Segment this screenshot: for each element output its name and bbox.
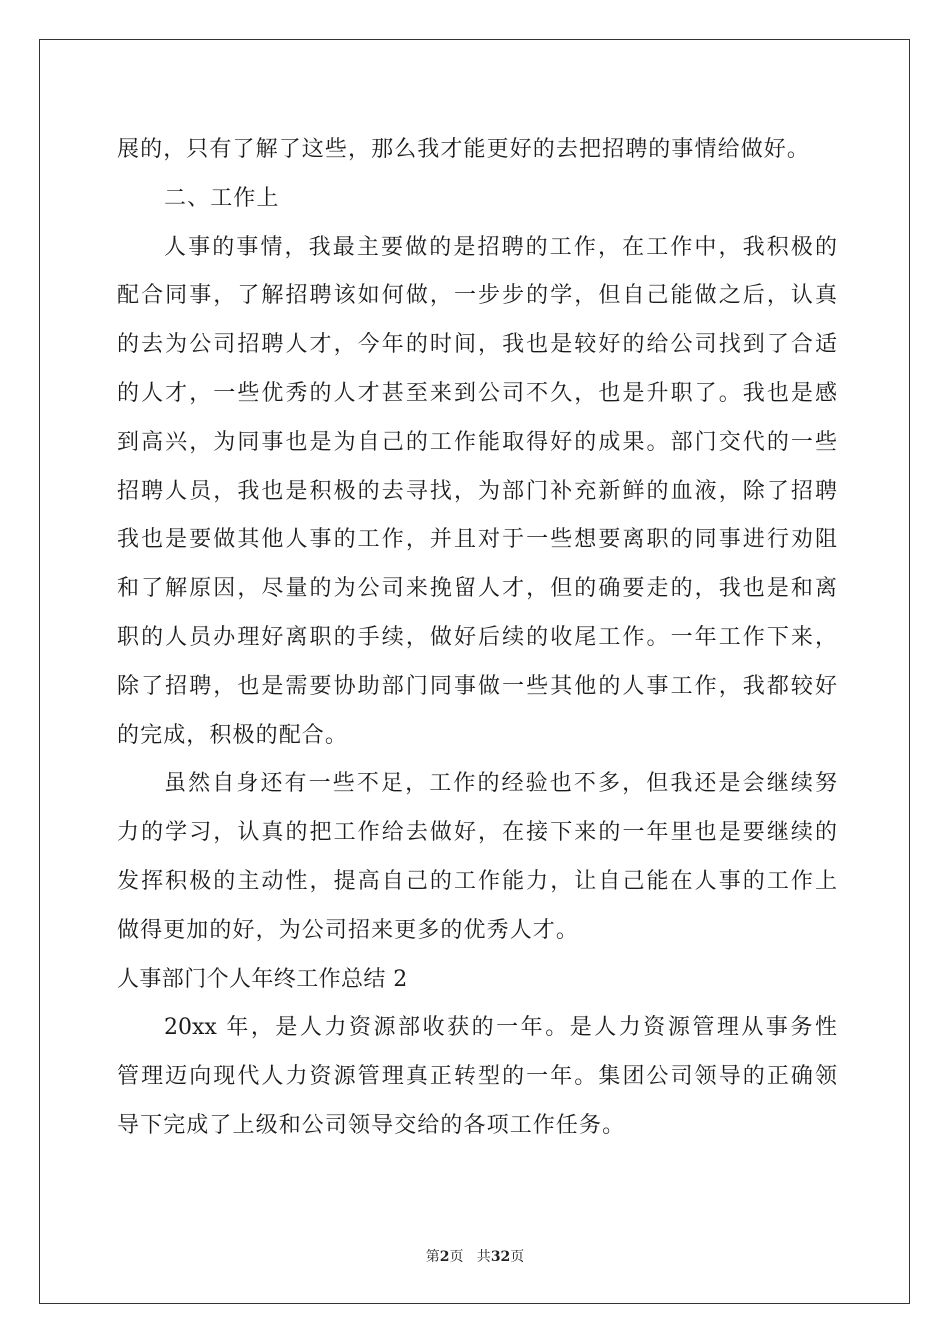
- text-line: 和了解原因，尽量的为公司来挽留人才，但的确要走的，我也是和离: [117, 576, 837, 602]
- text-line: 展的，只有了解了这些，那么我才能更好的去把招聘的事情给做好。: [117, 137, 811, 162]
- current-page-number: 2: [439, 1249, 450, 1265]
- text-line: 配合同事，了解招聘该如何做，一步步的学，但自己能做之后，认真: [117, 283, 837, 309]
- text-line: 力的学习，认真的把工作给去做好，在接下来的一年里也是要继续的: [117, 820, 837, 846]
- text-line: 虽然自身还有一些不足，工作的经验也不多，但我还是会继续努: [164, 771, 837, 797]
- text-line: 到高兴，为同事也是为自己的工作能取得好的成果。部门交代的一些: [117, 429, 837, 455]
- section-subheading: 二、工作上: [164, 185, 280, 211]
- text-line: 的去为公司招聘人才，今年的时间，我也是较好的给公司找到了合适: [117, 332, 837, 358]
- text-line: 管理迈向现代人力资源管理真正转型的一年。集团公司领导的正确领: [117, 1064, 837, 1090]
- text-line: 人事的事情，我最主要做的是招聘的工作，在工作中，我积极的: [164, 234, 837, 260]
- text-line: 做得更加的好，为公司招来更多的优秀人才。: [117, 917, 580, 943]
- page-suffix: 页: [510, 1249, 525, 1265]
- page-footer: [0, 1246, 950, 1266]
- total-page-number: 32: [490, 1249, 511, 1265]
- text-line: 除了招聘，也是需要协助部门同事做一些其他的人事工作，我都较好: [117, 673, 837, 699]
- text-line: 20xx 年，是人力资源部收获的一年。是人力资源管理从事务性: [164, 1015, 837, 1041]
- text-line: 我也是要做其他人事的工作，并且对于一些想要离职的同事进行劝阻: [117, 527, 837, 553]
- section-title: 人事部门个人年终工作总结 2: [117, 966, 408, 992]
- text-line: 招聘人员，我也是积极的去寻找，为部门补充新鲜的血液，除了招聘: [117, 478, 837, 504]
- text-line: 的人才，一些优秀的人才甚至来到公司不久，也是升职了。我也是感: [117, 380, 837, 406]
- text-line: 职的人员办理好离职的手续，做好后续的收尾工作。一年工作下来，: [117, 624, 837, 650]
- text-line: 的完成，积极的配合。: [117, 722, 349, 748]
- text-line: 导下完成了上级和公司领导交给的各项工作任务。: [117, 1112, 626, 1138]
- document-body: [117, 126, 837, 1151]
- text-line: 发挥积极的主动性，提高自己的工作能力，让自己能在人事的工作上: [117, 868, 837, 894]
- page-prefix: 第: [425, 1249, 440, 1265]
- page-mid: 页 共: [449, 1249, 491, 1265]
